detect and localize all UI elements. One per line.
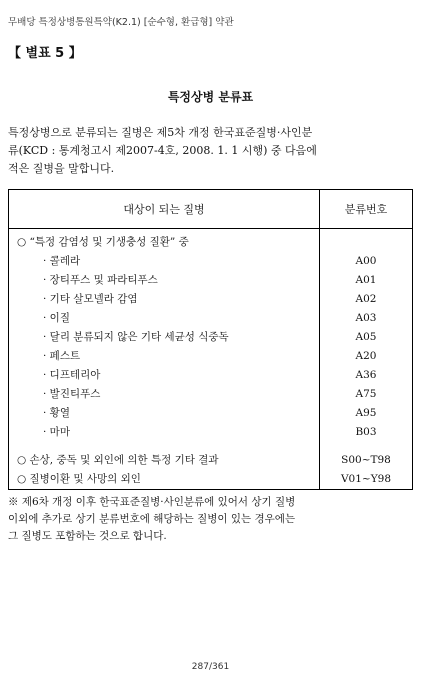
code-item: S00~T98	[341, 454, 391, 466]
page-title: 특정상병 분류표	[167, 90, 254, 104]
footnote-line: 이외에 추가로 상기 분류번호에 해당하는 질병이 있는 경우에는	[8, 513, 296, 525]
code-item: A36	[355, 369, 377, 381]
header-code: 분류번호	[320, 190, 413, 229]
disease-item: · 마마	[43, 426, 70, 438]
intro-paragraph	[8, 124, 413, 178]
disease-item: · 장티푸스 및 파라티푸스	[43, 274, 158, 286]
disease-item: · 콜레라	[43, 255, 81, 267]
disease-item: · 기타 살모넬라 감염	[43, 293, 138, 305]
group-title: ○ “특정 감염성 및 기생충성 질환” 중	[17, 236, 189, 248]
document-header: 무배당 특정상병통원특약(K2.1) [순수형, 환급형] 약관	[8, 17, 234, 28]
annex-label: 【 별표 5 】	[8, 46, 82, 61]
footnote	[8, 494, 413, 545]
intro-line: 류(KCD : 통계청고시 제2007-4호, 2008. 1. 1 시행) 중 다음에	[8, 144, 317, 157]
disease-item: · 발진티푸스	[43, 388, 101, 400]
footnote-line: ※ 제6차 개정 이후 한국표준질병·사인분류에 있어서 상기 질병	[8, 496, 296, 508]
code-item: A00	[355, 255, 377, 267]
code-item: A20	[355, 350, 377, 362]
code-item: A95	[355, 407, 377, 419]
disease-item: · 디프테리아	[43, 369, 101, 381]
page-number: 287/361	[191, 662, 230, 672]
code-item: A01	[355, 274, 377, 286]
disease-item: · 달리 분류되지 않은 기타 세균성 식중독	[43, 331, 229, 343]
disease-item: · 이질	[43, 312, 70, 324]
footnote-line: 그 질병도 포함하는 것으로 합니다.	[8, 530, 167, 542]
code-cell	[320, 229, 413, 490]
code-item: B03	[355, 426, 377, 438]
table-header-row	[9, 190, 413, 229]
code-item: A75	[355, 388, 377, 400]
intro-line: 적은 질병을 말합니다.	[8, 162, 115, 175]
disease-cell	[9, 229, 320, 490]
disease-item: · 황열	[43, 407, 70, 419]
code-item: A05	[355, 331, 377, 343]
table-row	[9, 229, 413, 490]
code-spacer	[320, 233, 412, 252]
header-disease: 대상이 되는 질병	[9, 190, 320, 229]
code-item: A02	[355, 293, 377, 305]
disease-row: ○ 손상, 중독 및 외인에 의한 특정 기타 결과	[17, 454, 219, 466]
code-item: A03	[355, 312, 377, 324]
disease-row: ○ 질병이환 및 사망의 외인	[17, 473, 141, 485]
intro-line: 특정상병으로 분류되는 질병은 제5차 개정 한국표준질병·사인분	[8, 126, 313, 139]
code-item: V01~Y98	[340, 473, 392, 485]
disease-item: · 페스트	[43, 350, 81, 362]
classification-table	[8, 189, 413, 490]
